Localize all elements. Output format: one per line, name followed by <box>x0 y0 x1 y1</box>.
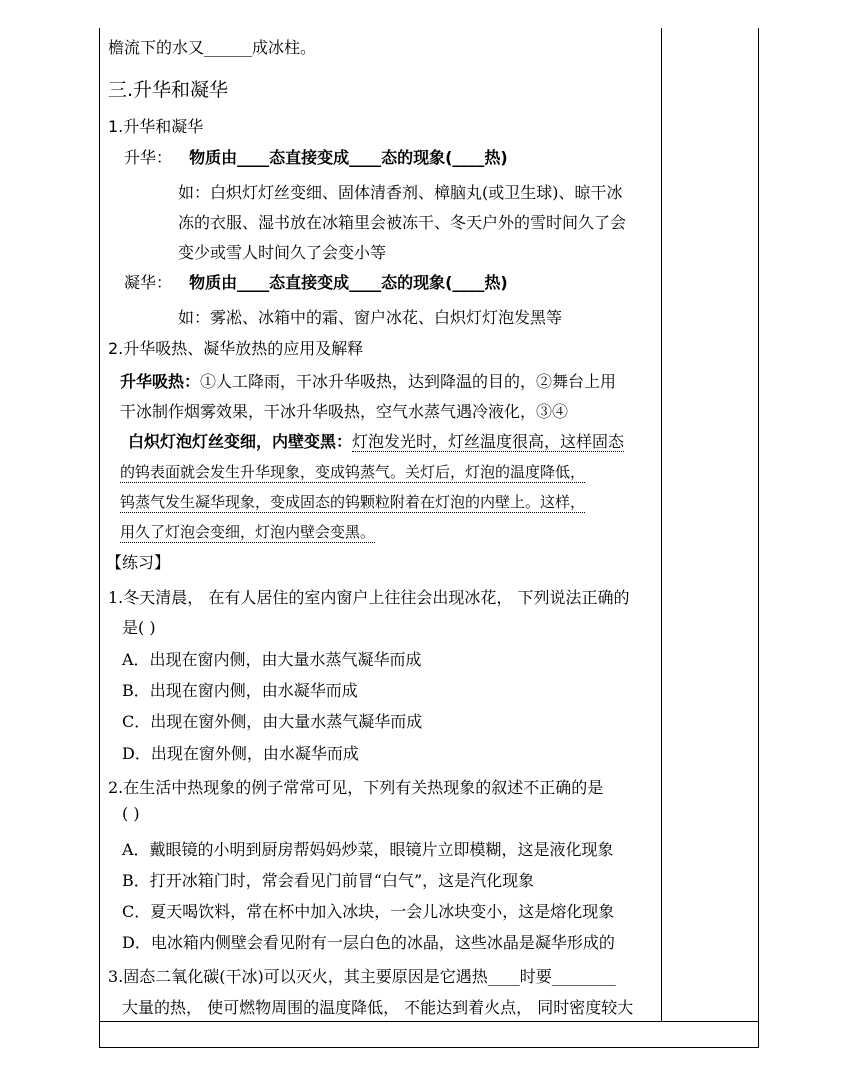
text-line: 钨蒸气发生凝华现象，变成固态的钨颗粒附着在灯泡的内壁上。这样， <box>120 493 586 511</box>
example-line: 如：白炽灯灯丝变细、固体清香剂、樟脑丸(或卫生球)、晾干冰 <box>178 183 623 202</box>
example-line: 变少或雪人时间久了会变小等 <box>178 243 387 262</box>
option-line: A．戴眼镜的小明到厨房帮妈妈炒菜，眼镜片立即模糊，这是液化现象 <box>122 840 614 859</box>
table-right-border <box>758 28 759 1048</box>
term-label: 升华吸热： <box>120 372 201 391</box>
table-bottom-border <box>99 1047 759 1048</box>
option-line: C．出现在窗外侧，由大量水蒸气凝华而成 <box>122 712 423 731</box>
example-line: 如：雾凇、冰箱中的霜、窗户冰花、白炽灯灯泡发黑等 <box>178 308 563 327</box>
option-line: A．出现在窗内侧，由大量水蒸气凝华而成 <box>122 650 422 669</box>
question-line: 大量的热， 使可燃物周围的温度降低， 不能达到着火点， 同时密度较大 <box>122 998 634 1017</box>
definition-line <box>124 273 508 293</box>
definition-line <box>124 148 508 168</box>
text-line: 干冰制作烟雾效果，干冰升华吸热，空气水蒸气遇冷液化，③④ <box>120 402 569 421</box>
section-heading: 三.升华和凝华 <box>108 79 229 101</box>
definition-text: 物质由____态直接变成____态的现象(____热) <box>189 148 508 167</box>
question-line: 2.在生活中热现象的例子常常可见，下列有关热现象的叙述不正确的是 <box>108 778 604 797</box>
text-line <box>120 372 616 392</box>
table-column-divider <box>661 28 662 1022</box>
subsection-heading: 2.升华吸热、凝华放热的应用及解释 <box>108 339 364 358</box>
explanation-text: 灯泡发光时，灯丝温度很高，这样固态 <box>352 432 625 451</box>
table-left-border <box>99 28 100 1048</box>
practice-heading: 【练习】 <box>106 553 171 572</box>
question-line: 是( ) <box>122 618 156 637</box>
text-line: 檐流下的水又______成冰柱。 <box>108 38 317 57</box>
explanation-text: ①人工降雨，干冰升华吸热，达到降温的目的，②舞台上用 <box>200 372 617 391</box>
table-row-divider <box>99 1021 759 1022</box>
subsection-heading: 1.升华和凝华 <box>108 117 204 136</box>
option-line: B．打开冰箱门时，常会看见门前冒“白气”，这是汽化现象 <box>122 871 535 890</box>
definition-text: 物质由____态直接变成____态的现象(____热) <box>189 273 508 292</box>
question-line: ( ) <box>122 804 140 823</box>
option-line: D．电冰箱内侧壁会看见附有一层白色的冰晶，这些冰晶是凝华形成的 <box>122 933 615 952</box>
text-line <box>128 432 624 452</box>
question-line: 3.固态二氧化碳(干冰)可以灭火，其主要原因是它遇热____时要________ <box>108 967 616 986</box>
term-label: 白炽灯泡灯丝变细，内壁变黑： <box>128 432 353 451</box>
question-line: 1.冬天清晨， 在有人居住的室内窗户上往往会出现冰花， 下列说法正确的 <box>108 588 630 607</box>
text-line: 用久了灯泡会变细，灯泡内壁会变黑。 <box>120 523 376 541</box>
example-line: 冻的衣服、湿书放在冰箱里会被冻干、冬天户外的雪时间久了会 <box>178 213 627 232</box>
term-label: 凝华： <box>124 273 173 292</box>
option-line: D．出现在窗外侧，由水凝华而成 <box>122 744 359 763</box>
option-line: C．夏天喝饮料，常在杯中加入冰块，一会儿冰块变小，这是熔化现象 <box>122 902 615 921</box>
option-line: B．出现在窗内侧，由水凝华而成 <box>122 681 358 700</box>
term-label: 升华： <box>124 148 173 167</box>
text-line: 的钨表面就会发生升华现象，变成钨蒸气。关灯后，灯泡的温度降低， <box>120 463 586 481</box>
